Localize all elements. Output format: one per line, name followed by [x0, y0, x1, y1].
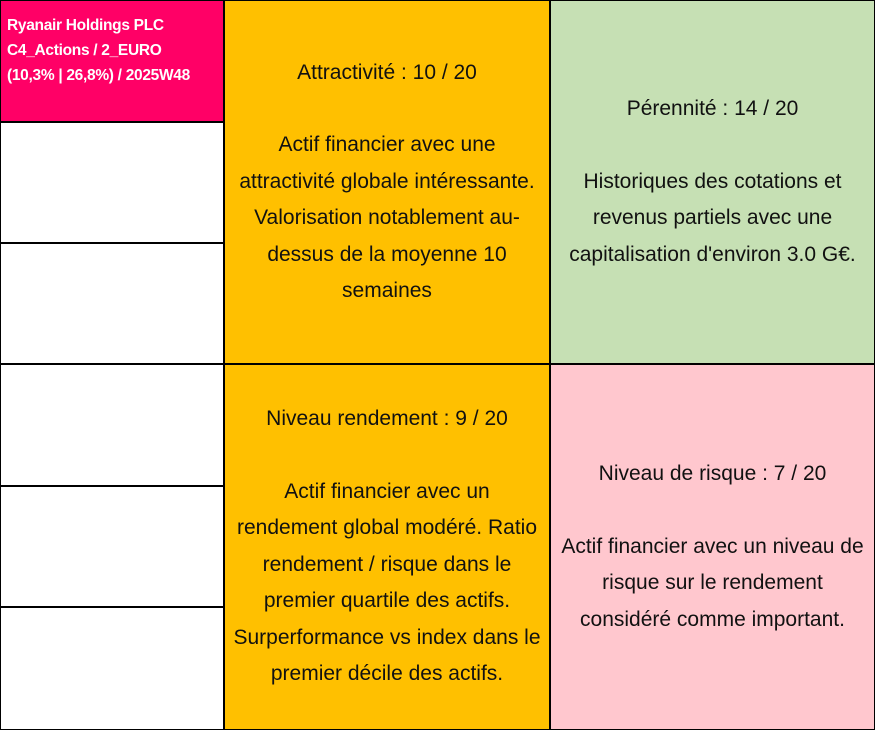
perennite-line: capitalisation d'environ 3.0 G€. [569, 242, 856, 266]
risque-line: considéré comme important. [580, 607, 845, 631]
rendement-description [234, 474, 541, 693]
rendement-line: rendement / risque dans le [262, 552, 512, 576]
risque-line: risque sur le rendement [602, 571, 823, 594]
rendement-title: Niveau rendement : 9 / 20 [266, 407, 508, 431]
blank-cell-2 [0, 243, 224, 364]
attractivite-line: dessus de la moyenne 10 [267, 242, 507, 266]
risque-card [550, 364, 875, 730]
risque-line: Actif financier avec un niveau de [561, 534, 864, 558]
attractivite-card [224, 0, 550, 364]
attractivite-line: attractivité globale intéressante. [239, 169, 535, 193]
attractivite-title: Attractivité : 10 / 20 [297, 60, 477, 84]
asset-category: C4_Actions / 2_EURO [7, 41, 162, 59]
rendement-line: premier quartile des actifs. [263, 589, 511, 613]
asset-period: (10,3% | 26,8%) / 2025W48 [7, 66, 190, 84]
blank-cell-4 [0, 486, 224, 607]
blank-cell-5 [0, 607, 224, 730]
rendement-line: Surperformance vs index dans le [233, 625, 541, 649]
blank-cell-3 [0, 364, 224, 486]
attractivite-line: semaines [342, 279, 432, 302]
perennite-title: Pérennité : 14 / 20 [626, 97, 799, 120]
risque-title: Niveau de risque : 7 / 20 [598, 462, 827, 485]
attractivite-line: Valorisation notablement au- [254, 206, 520, 229]
perennite-card [550, 0, 875, 364]
perennite-description [569, 164, 856, 274]
asset-name: Ryanair Holdings PLC [7, 16, 164, 34]
attractivite-description [239, 127, 534, 310]
asset-header [0, 0, 224, 122]
risque-description [561, 529, 863, 639]
rendement-line: Actif financier avec un [284, 479, 490, 503]
blank-cell-1 [0, 122, 224, 243]
rendement-line: rendement global modéré. Ratio [236, 516, 537, 540]
rendement-card [224, 364, 550, 730]
perennite-line: revenus partiels avec une [592, 206, 833, 229]
attractivite-line: Actif financier avec une [278, 133, 496, 156]
perennite-line: Historiques des cotations et [583, 169, 842, 193]
rendement-line: premier décile des actifs. [270, 662, 504, 686]
